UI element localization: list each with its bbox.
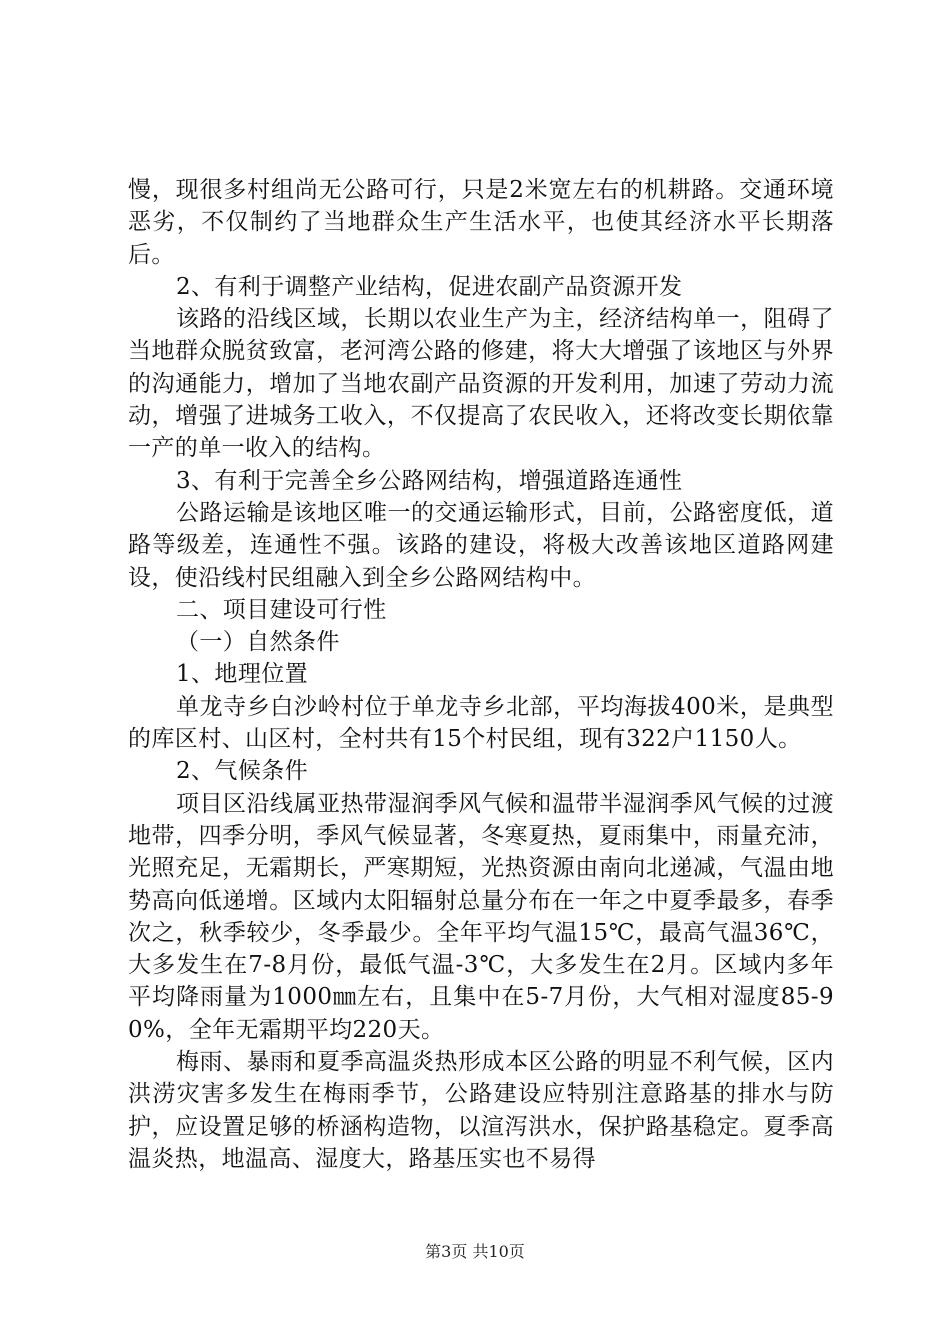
- paragraph-road-network: 公路运输是该地区唯一的交通运输形式，目前，公路密度低，道路等级差，连通性不强。该路的建设，将极大改善该地区道路网建设，使沿线村民组融入到全乡公路网结构中。: [128, 499, 834, 591]
- paragraph-climate: 项目区沿线属亚热带湿润季风气候和温带半湿润季风气候的过渡地带，四季分明，季风气候显著，冬寒夏热，夏雨集中，雨量充沛，光照充足，无霜期长，严寒期短，光热资源由南向北递减，气温由地势高向低递增。区域内太阳辐射总量分布在一年之中夏季最多，春季次之，秋季较少，冬季最少。全年平均气温15℃，最高气温36℃，大多发生在7-8月份，最低气温-3℃，大多发生在2月。区域内多年平均降雨量为1000㎜左右，且集中在5-7月份，大气相对湿度85-90%，全年无霜期平均220天。: [128, 790, 834, 1043]
- document-body: [128, 174, 834, 1175]
- heading-adjust-industry: 2、有利于调整产业结构，促进农副产品资源开发: [176, 273, 683, 300]
- heading-climate: 2、气候条件: [176, 758, 309, 785]
- heading-natural-conditions: （一）自然条件: [176, 629, 340, 656]
- heading-road-network: 3、有利于完善全乡公路网结构，增强道路连通性: [176, 467, 683, 494]
- heading-location: 1、地理位置: [176, 661, 309, 688]
- paragraph-location: 单龙寺乡白沙岭村位于单龙寺乡北部，平均海拔400米，是典型的库区村、山区村，全村共有15个村民组，现有322户1150人。: [128, 693, 834, 753]
- heading-feasibility: 二、项目建设可行性: [176, 596, 387, 623]
- paragraph-adjust-industry: 该路的沿线区域，长期以农业生产为主，经济结构单一，阻碍了当地群众脱贫致富，老河湾公路的修建，将大大增强了该地区与外界的沟通能力，增加了当地农副产品资源的开发利用，加速了劳动力流动，增强了进城务工收入，不仅提高了农民收入，还将改变长期依靠一产的单一收入的结构。: [128, 306, 834, 462]
- paragraph-adverse-climate: 梅雨、暴雨和夏季高温炎热形成本区公路的明显不利气候，区内洪涝灾害多发生在梅雨季节，公路建设应特别注意路基的排水与防护，应设置足够的桥涵构造物，以渲泻洪水，保护路基稳定。夏季高温炎热，地温高、湿度大，路基压实也不易得: [128, 1049, 834, 1172]
- paragraph-intro-continued: 慢，现很多村组尚无公路可行，只是2米宽左右的机耕路。交通环境恶劣，不仅制约了当地群众生产生活水平，也使其经济水平长期落后。: [128, 177, 834, 268]
- page-number-footer: 第3页 共10页: [425, 1242, 525, 1261]
